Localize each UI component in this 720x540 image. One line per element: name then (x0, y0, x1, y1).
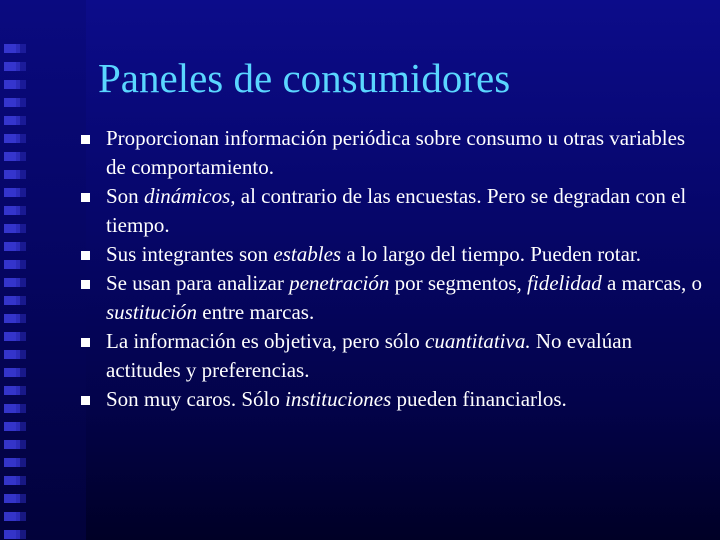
bullet-list (76, 124, 706, 414)
decorative-squares-secondary (16, 44, 26, 540)
bullet-text: a lo largo del tiempo. Pueden rotar. (341, 242, 642, 266)
square-bullet-icon (81, 251, 90, 260)
bullet-text-emphasis: estables (273, 242, 342, 266)
bullet-text: Sus integrantes son (106, 242, 274, 266)
square-bullet-icon (81, 396, 90, 405)
bullet-text: La información es objetiva, pero sólo (106, 329, 425, 353)
bullet-text: entre marcas. (197, 300, 315, 324)
slide-title: Paneles de consumidores (98, 55, 511, 101)
bullet-text: pueden financiarlos. (391, 387, 567, 411)
bullet-text-emphasis: dinámicos, (143, 184, 236, 208)
bullet-text-emphasis: fidelidad (527, 271, 602, 295)
square-bullet-icon (81, 135, 90, 144)
bullet-text: al contrario de las encuestas. Pero se degradan con el tiempo. (106, 184, 687, 237)
square-bullet-icon (81, 193, 90, 202)
bullet-text: No evalúan actitudes y preferencias. (106, 329, 633, 382)
bullet-text: Proporcionan información periódica sobre consumo u otras variables de comportamiento. (106, 126, 686, 179)
bullet-item (76, 182, 706, 240)
bullet-item (76, 240, 706, 269)
square-bullet-icon (81, 338, 90, 347)
bullet-item (76, 124, 706, 182)
bullet-text-emphasis: sustitución (106, 300, 198, 324)
bullet-text: a marcas, o (601, 271, 703, 295)
bullet-text: Se usan para analizar (106, 271, 290, 295)
bullet-text-emphasis: instituciones (285, 387, 392, 411)
bullet-text: por segmentos, (389, 271, 528, 295)
left-decorative-bar (0, 0, 86, 540)
bullet-text: Son muy caros. Sólo (106, 387, 286, 411)
square-bullet-icon (81, 280, 90, 289)
bullet-text-emphasis: cuantitativa. (425, 329, 531, 353)
bullet-item (76, 385, 706, 414)
bullet-item (76, 327, 706, 385)
bullet-text: Son (106, 184, 144, 208)
bullet-item (76, 269, 706, 327)
bullet-text-emphasis: penetración (289, 271, 390, 295)
